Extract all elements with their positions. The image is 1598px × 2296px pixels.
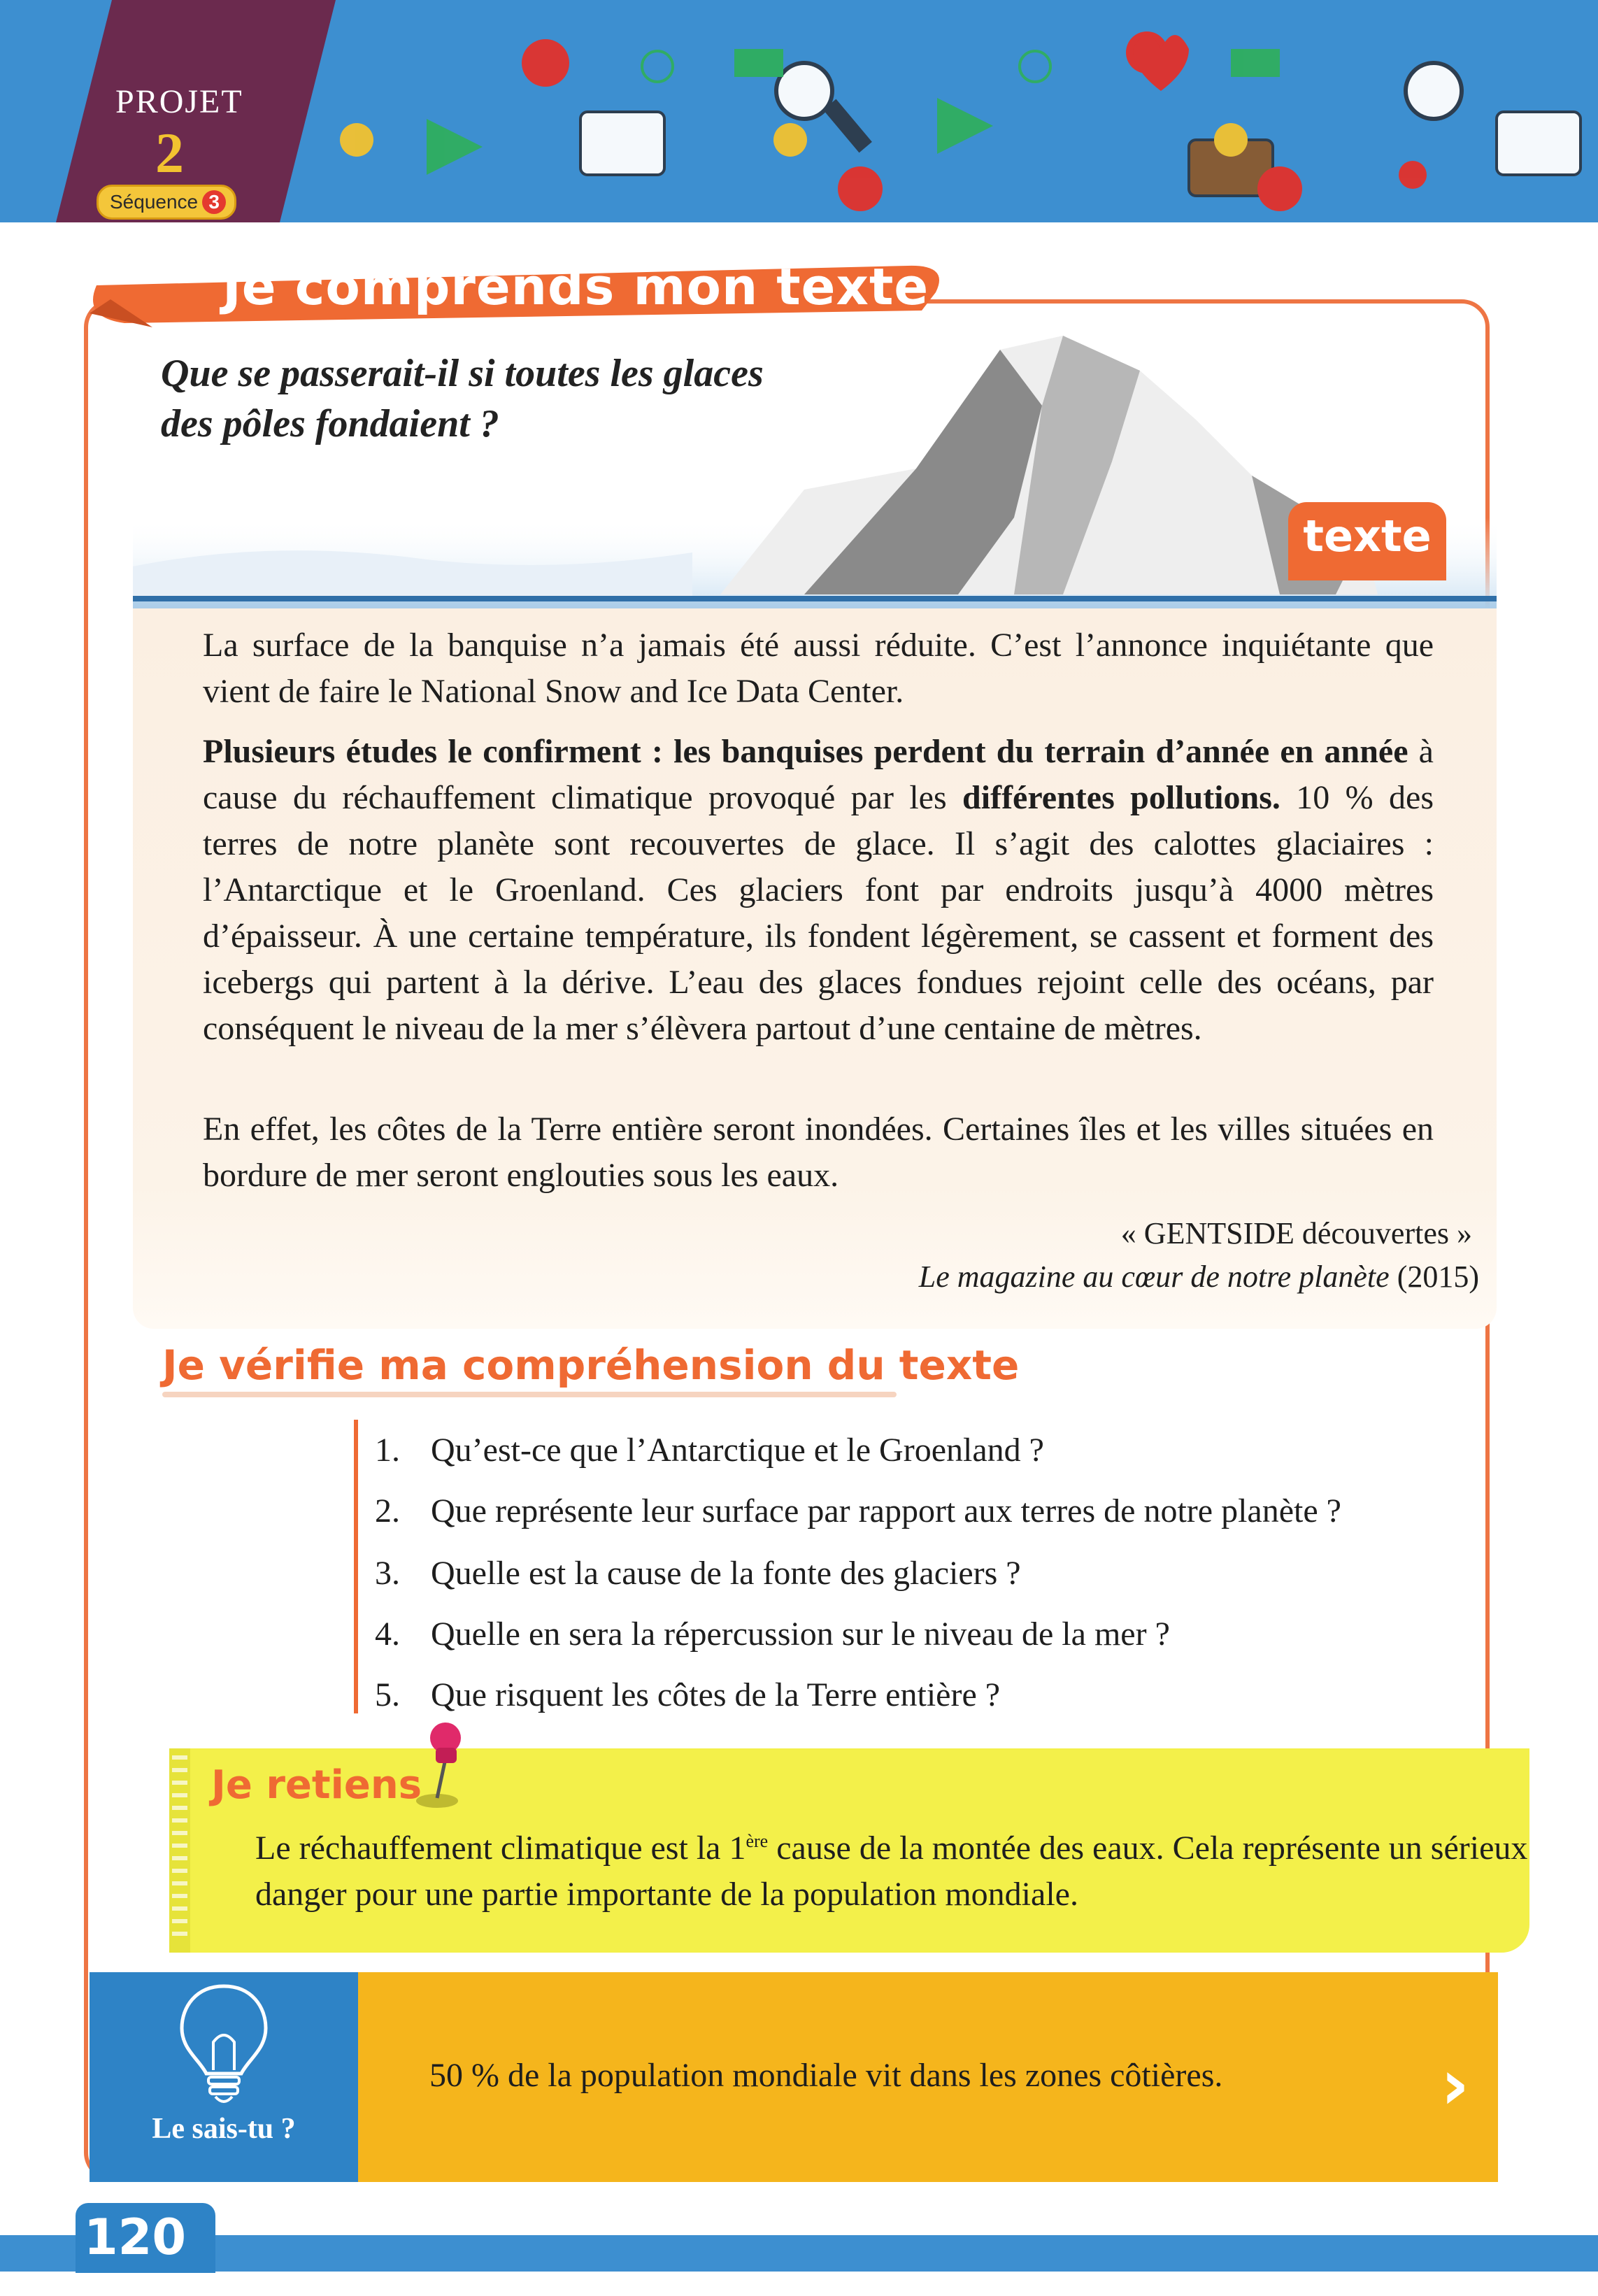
projet-label: PROJET — [115, 83, 243, 120]
footer-bar — [0, 2235, 1598, 2272]
verify-underline — [162, 1392, 897, 1397]
intro-question-line1: Que se passerait-il si toutes les glaces — [161, 352, 764, 395]
paragraph-2-mid: à cause du réchauffement climatique provoqué par les — [203, 733, 1434, 816]
question-item — [375, 1553, 1021, 1595]
retiens-text-after: cause de la montée des eaux. Cela représente un sérieux danger pour une partie importante de la population mondiale. — [255, 1830, 1528, 1913]
question-number: 5. — [375, 1676, 400, 1713]
question-text: Quelle est la cause de la fonte des glaciers ? — [431, 1555, 1021, 1592]
paragraph-2-rest: 10 % des terres de notre planète sont recouvertes de glace. Il s’agit des calottes glaciaires : l’Antarctique et le Groenland. Ces glaciers font par endroits jusqu’à 4000 mètres d’épaisseur. À une certaine température, ils fondent légèrement, se cassent et forment des icebergs qui partent à la dérive. L’eau des glaces fondues rejoint celle des océans, par conséquent le niveau de la mer s’élèvera partout d’une centaine de mètres. — [203, 779, 1434, 1047]
question-number: 4. — [375, 1616, 400, 1653]
page-number: 120 — [83, 2209, 187, 2266]
question-item — [375, 1674, 1000, 1716]
paragraph-1: La surface de la banquise n’a jamais été aussi réduite. C’est l’annonce inquiétante que vient de faire le National Snow and Ice Data Center. — [203, 627, 1434, 710]
section-title: Je comprends mon texte — [222, 257, 929, 316]
projet-number: 2 — [155, 121, 184, 185]
retiens-title: Je retiens — [211, 1762, 422, 1808]
retiens-text — [255, 1825, 1528, 1918]
questions-accent-bar — [354, 1420, 358, 1713]
question-number: 1. — [375, 1432, 400, 1469]
paragraph-2-bold2: différentes pollutions. — [962, 779, 1280, 816]
verify-title: Je vérifie ma compréhension du texte — [162, 1341, 1020, 1389]
sequence-badge — [97, 185, 236, 220]
retiens-superscript: ère — [746, 1831, 769, 1851]
sequence-label: Séquence — [110, 191, 199, 213]
question-text: Quelle en sera la répercussion sur le niveau de la mer ? — [431, 1616, 1170, 1653]
question-number: 2. — [375, 1492, 400, 1530]
question-text: Que risquent les côtes de la Terre entière ? — [431, 1676, 1001, 1713]
source-magazine: Le magazine au cœur de notre planète — [918, 1260, 1390, 1294]
source-year: (2015) — [1389, 1260, 1479, 1294]
question-item — [375, 1613, 1170, 1655]
question-item — [375, 1429, 1044, 1471]
paragraph-2-bold: Plusieurs études le confirment : les banquises perdent du terrain d’année en année — [203, 733, 1408, 770]
lightbulb-icon — [175, 1979, 273, 2112]
source-subtitle — [919, 1259, 1479, 1295]
retiens-dotted-strip — [169, 1748, 190, 1953]
iceberg-illustration — [133, 308, 1497, 629]
sais-tu-fact: 50 % de la population mondiale vit dans les zones côtières. — [429, 2057, 1223, 2094]
sequence-number: 3 — [202, 190, 226, 214]
paragraph-3: En effet, les côtes de la Terre entière seront inondées. Certaines îles et les villes situées en bordure de mer seront englouties sous les eaux. — [203, 1111, 1434, 1194]
question-number: 3. — [375, 1555, 400, 1592]
question-text: Que représente leur surface par rapport aux terres de notre planète ? — [431, 1492, 1341, 1530]
chevron-right-icon[interactable]: › — [1441, 2044, 1470, 2125]
intro-question-line2: des pôles fondaient ? — [161, 402, 499, 445]
source-title: « GENTSIDE découvertes » — [1120, 1216, 1472, 1250]
question-item — [375, 1490, 1341, 1532]
question-text: Qu’est-ce que l’Antarctique et le Groenland ? — [431, 1432, 1044, 1469]
sais-tu-label: Le sais-tu ? — [152, 2113, 296, 2145]
paragraph-2 — [203, 729, 1434, 1052]
retiens-text-before: Le réchauffement climatique est la 1 — [255, 1830, 746, 1867]
texte-tab: texte — [1303, 511, 1432, 562]
